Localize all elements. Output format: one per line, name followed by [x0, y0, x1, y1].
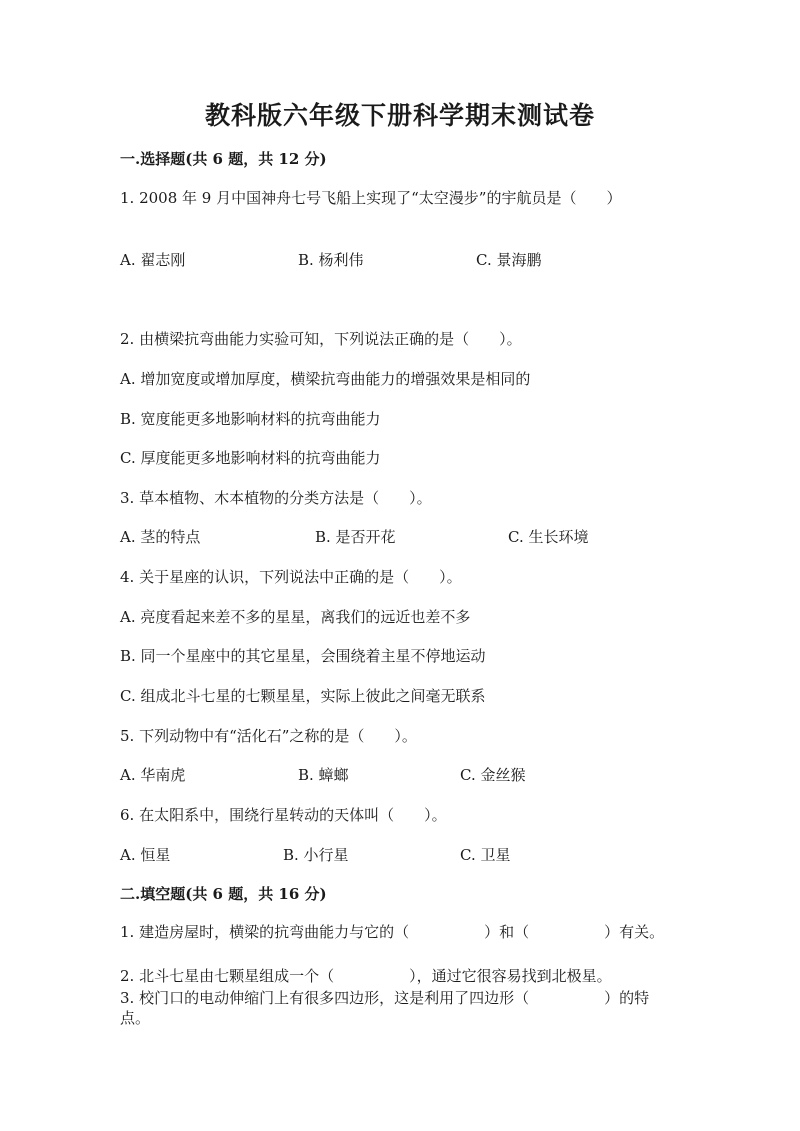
question-1-option-c: C. 景海鹏 [476, 251, 542, 269]
section-heading-fill-in: 二.填空题(共 6 题，共 16 分) [120, 885, 327, 903]
question-1-option-b: B. 杨利伟 [298, 251, 364, 269]
question-5-stem: 5. 下列动物中有“活化石”之称的是（ ）。 [120, 727, 417, 745]
question-5-option-a: A. 华南虎 [120, 766, 186, 784]
question-4-option-a: A. 亮度看起来差不多的星星，离我们的远近也差不多 [120, 608, 471, 626]
fill-question-1: 1. 建造房屋时，横梁的抗弯曲能力与它的（ ）和（ ）有关。 [120, 923, 665, 941]
fill-question-2: 2. 北斗七星由七颗星组成一个（ ），通过它很容易找到北极星。 [120, 967, 612, 985]
question-2-option-b: B. 宽度能更多地影响材料的抗弯曲能力 [120, 410, 381, 428]
page-title: 教科版六年级下册科学期末测试卷 [204, 101, 595, 130]
question-4-option-b: B. 同一个星座中的其它星星，会围绕着主星不停地运动 [120, 647, 486, 665]
question-3-option-a: A. 茎的特点 [120, 528, 201, 546]
question-2-option-c: C. 厚度能更多地影响材料的抗弯曲能力 [120, 449, 381, 467]
question-3-stem: 3. 草本植物、木本植物的分类方法是（ ）。 [120, 489, 432, 507]
question-6-stem: 6. 在太阳系中，围绕行星转动的天体叫（ ）。 [120, 806, 447, 824]
question-6-option-a: A. 恒星 [120, 846, 171, 864]
section-heading-choice: 一.选择题(共 6 题，共 12 分) [120, 150, 327, 168]
question-5-option-b: B. 蟑螂 [298, 766, 349, 784]
question-1-option-a: A. 翟志刚 [120, 251, 186, 269]
question-3-option-b: B. 是否开花 [315, 528, 396, 546]
question-4-option-c: C. 组成北斗七星的七颗星星，实际上彼此之间毫无联系 [120, 687, 486, 705]
question-6-option-b: B. 小行星 [283, 846, 349, 864]
question-4-stem: 4. 关于星座的认识，下列说法中正确的是（ ）。 [120, 568, 462, 586]
question-2-option-a: A. 增加宽度或增加厚度，横梁抗弯曲能力的增强效果是相同的 [120, 370, 531, 388]
fill-question-3: 3. 校门口的电动伸缩门上有很多四边形，这是利用了四边形（ ）的特点。 [120, 989, 650, 1027]
question-3-option-c: C. 生长环境 [508, 528, 589, 546]
question-2-stem: 2. 由横梁抗弯曲能力实验可知，下列说法正确的是（ ）。 [120, 330, 522, 348]
question-6-option-c: C. 卫星 [460, 846, 511, 864]
question-5-option-c: C. 金丝猴 [460, 766, 526, 784]
question-1-stem: 1. 2008 年 9 月中国神舟七号飞船上实现了“太空漫步”的宇航员是（ ） [120, 189, 622, 207]
